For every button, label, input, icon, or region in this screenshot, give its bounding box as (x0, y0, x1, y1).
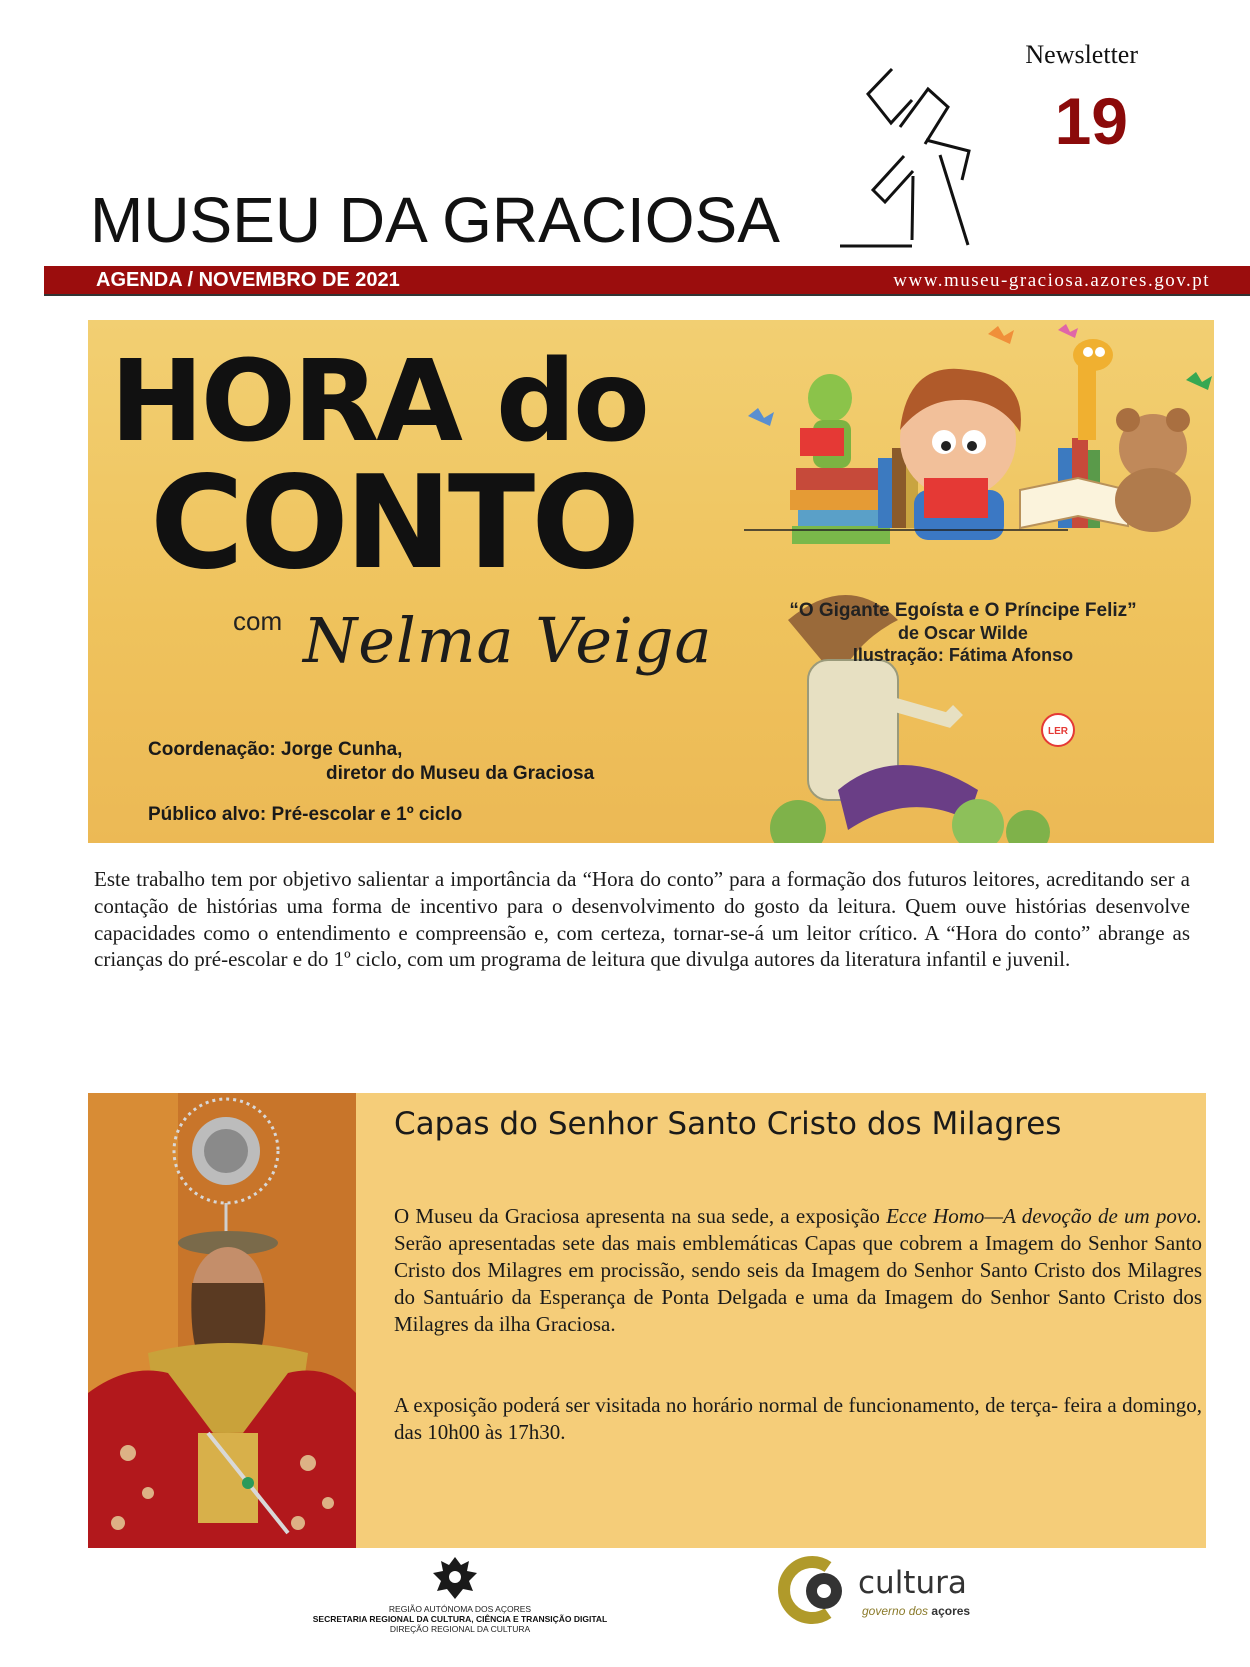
cultura-sub-bold: açores (931, 1604, 971, 1618)
newsletter-number: 19 (1054, 84, 1128, 158)
ler-logo-text: LER (1048, 726, 1068, 737)
poster-com-label: com (233, 606, 283, 636)
agenda-label: AGENDA / NOVEMBRO DE 2021 (96, 269, 400, 291)
acores-coat-of-arms-icon (425, 1553, 485, 1603)
exhibition-p1-after: Serão apresentadas sete das mais emblemáticas Capas que cobrem a Imagem do Senhor Santo Cristo dos Milagres em procissão, sendo seis da Imagem do Senhor Santo Cristo dos Milagres do Santuário da Esperança de Ponta Delgada e uma da Imagem do Senhor Santo Cristo dos Milagres da ilha Graciosa. (394, 1231, 1202, 1336)
exhibition-paragraph-1 (394, 1203, 1202, 1338)
poster-coordination-role: diretor do Museu da Graciosa (326, 763, 595, 784)
website-link[interactable]: www.museu-graciosa.azores.gov.pt (893, 270, 1210, 291)
poster-coordination: Coordenação: Jorge Cunha, (148, 739, 403, 760)
exhibition-p1-italic: Ecce Homo—A devoção de um povo. (886, 1204, 1203, 1228)
cultura-sub-prefix: governo dos (862, 1604, 932, 1618)
cultura-wordmark: cultura (858, 1565, 967, 1601)
exhibition-title: Capas do Senhor Santo Cristo dos Milagres (394, 1106, 1062, 1142)
santo-cristo-image-icon (88, 1093, 356, 1548)
exhibition-paragraph-2: A exposição poderá ser visitada no horário normal de funcionamento, de terça- feira a domingo, das 10h00 às 17h30. (394, 1393, 1202, 1444)
exhibition-p1-before: O Museu da Graciosa apresenta na sua sede, a exposição (394, 1204, 887, 1228)
windmill-logo-icon (840, 60, 1010, 260)
footer-region: REGIÃO AUTÓNOMA DOS AÇORES (388, 1604, 532, 1614)
poster-story-illustration: Ilustração: Fátima Afonso (852, 645, 1074, 665)
cultura-subtitle (862, 1604, 970, 1618)
poster-story-title: “O Gigante Egoísta e O Príncipe Feliz” (789, 600, 1137, 621)
santo-cristo-photo (88, 1093, 356, 1548)
newsletter-label: Newsletter (1025, 40, 1138, 69)
museum-title: MUSEU DA GRACIOSA (90, 184, 780, 256)
banner-divider (44, 294, 1250, 296)
storybook-illustration-icon (728, 320, 1214, 843)
footer-secretariat: SECRETARIA REGIONAL DA CULTURA, CIÊNCIA E TRANSIÇÃO DIGITAL (312, 1614, 608, 1624)
poster-title-line2: CONTO (150, 449, 636, 598)
poster-title-line1: HORA do (110, 337, 647, 467)
cultura-logo-icon (768, 1555, 858, 1625)
footer-directorate: DIREÇÃO REGIONAL DA CULTURA (389, 1624, 531, 1634)
poster-audience: Público alvo: Pré-escolar e 1º ciclo (148, 804, 463, 825)
poster-story-info (753, 600, 1173, 666)
poster-storyteller-name: Nelma Veiga (303, 604, 713, 677)
poster-story-author: de Oscar Wilde (898, 623, 1028, 643)
hora-do-conto-poster (88, 320, 1214, 843)
intro-paragraph: Este trabalho tem por objetivo salientar a importância da “Hora do conto” para a formação dos futuros leitores, acreditando ser a contação de histórias uma forma de incentivo para o desenvolvimento do gosto da leitura. Quem ouve histórias desenvolve capacidades como o entendimento e compreensão e, com certeza, tornar-se-á um leitor crítico. A “Hora do conto” abrange as crianças do pré-escolar e do 1º ciclo, com um programa de leitura que divulga autores da literatura infantil e juvenil. (94, 867, 1190, 972)
